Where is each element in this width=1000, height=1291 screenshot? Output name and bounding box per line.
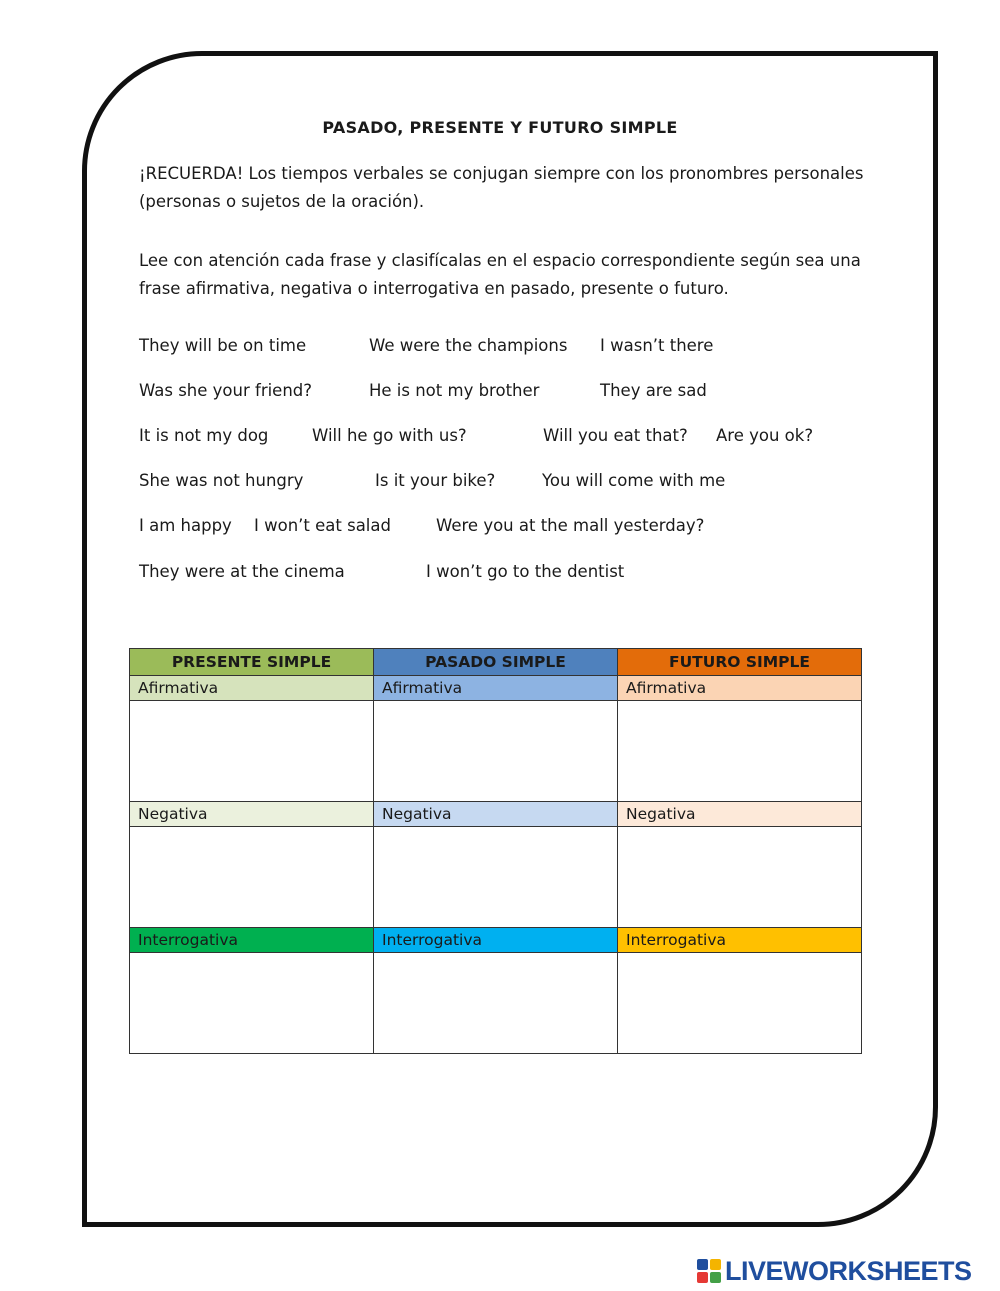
sentence-item[interactable]: They will be on time bbox=[139, 336, 307, 355]
reminder-line-1: ¡RECUERDA! Los tiempos verbales se conjugan siempre con los pronombres personales bbox=[139, 164, 864, 183]
sentence-item[interactable]: We were the champions bbox=[369, 336, 568, 355]
sentence-item[interactable]: Will he go with us? bbox=[312, 426, 467, 445]
liveworksheets-icon bbox=[697, 1259, 721, 1283]
sentence-item[interactable]: It is not my dog bbox=[139, 426, 269, 445]
liveworksheets-logo bbox=[697, 1256, 972, 1286]
sentence-item[interactable]: I won’t eat salad bbox=[254, 516, 391, 535]
label-afirmativa-presente: Afirmativa bbox=[130, 676, 374, 701]
label-afirmativa-futuro: Afirmativa bbox=[618, 676, 862, 701]
sentence-item[interactable]: I won’t go to the dentist bbox=[426, 562, 625, 581]
drop-zone-interrogativa-pasado[interactable] bbox=[374, 953, 618, 1054]
sentence-item[interactable]: Will you eat that? bbox=[543, 426, 688, 445]
label-negativa-futuro: Negativa bbox=[618, 802, 862, 827]
sentence-item[interactable]: They are sad bbox=[600, 381, 707, 400]
label-interrogativa-futuro: Interrogativa bbox=[618, 928, 862, 953]
reminder-paragraph bbox=[139, 160, 869, 216]
sentence-item[interactable]: Was she your friend? bbox=[139, 381, 313, 400]
sentence-item[interactable]: I wasn’t there bbox=[600, 336, 714, 355]
sentence-item[interactable]: He is not my brother bbox=[369, 381, 540, 400]
sentence-item[interactable]: Is it your bike? bbox=[375, 471, 496, 490]
header-pasado: PASADO SIMPLE bbox=[374, 649, 618, 676]
reminder-line-2: (personas o sujetos de la oración). bbox=[139, 192, 425, 211]
sentence-item[interactable]: I am happy bbox=[139, 516, 232, 535]
sentence-item[interactable]: Are you ok? bbox=[716, 426, 814, 445]
sentence-item[interactable]: They were at the cinema bbox=[139, 562, 345, 581]
drop-zone-negativa-presente[interactable] bbox=[130, 827, 374, 928]
drop-zone-afirmativa-futuro[interactable] bbox=[618, 701, 862, 802]
instructions-line-2: frase afirmativa, negativa o interrogativa en pasado, presente o futuro. bbox=[139, 279, 729, 298]
instructions-paragraph bbox=[139, 247, 869, 303]
worksheet-title: PASADO, PRESENTE Y FUTURO SIMPLE bbox=[322, 118, 678, 137]
header-futuro: FUTURO SIMPLE bbox=[618, 649, 862, 676]
label-interrogativa-presente: Interrogativa bbox=[130, 928, 374, 953]
instructions-line-1: Lee con atención cada frase y clasifícalas en el espacio correspondiente según sea una bbox=[139, 251, 861, 270]
drop-zone-afirmativa-presente[interactable] bbox=[130, 701, 374, 802]
drop-zone-interrogativa-futuro[interactable] bbox=[618, 953, 862, 1054]
sentence-item[interactable]: You will come with me bbox=[542, 471, 726, 490]
header-presente: PRESENTE SIMPLE bbox=[130, 649, 374, 676]
label-afirmativa-pasado: Afirmativa bbox=[374, 676, 618, 701]
label-negativa-presente: Negativa bbox=[130, 802, 374, 827]
brand-name: LIVEWORKSHEETS bbox=[725, 1255, 972, 1286]
label-interrogativa-pasado: Interrogativa bbox=[374, 928, 618, 953]
drop-zone-afirmativa-pasado[interactable] bbox=[374, 701, 618, 802]
classification-table bbox=[129, 648, 862, 1054]
drop-zone-negativa-pasado[interactable] bbox=[374, 827, 618, 928]
sentence-item[interactable]: Were you at the mall yesterday? bbox=[436, 516, 705, 535]
drop-zone-interrogativa-presente[interactable] bbox=[130, 953, 374, 1054]
label-negativa-pasado: Negativa bbox=[374, 802, 618, 827]
drop-zone-negativa-futuro[interactable] bbox=[618, 827, 862, 928]
sentence-item[interactable]: She was not hungry bbox=[139, 471, 304, 490]
